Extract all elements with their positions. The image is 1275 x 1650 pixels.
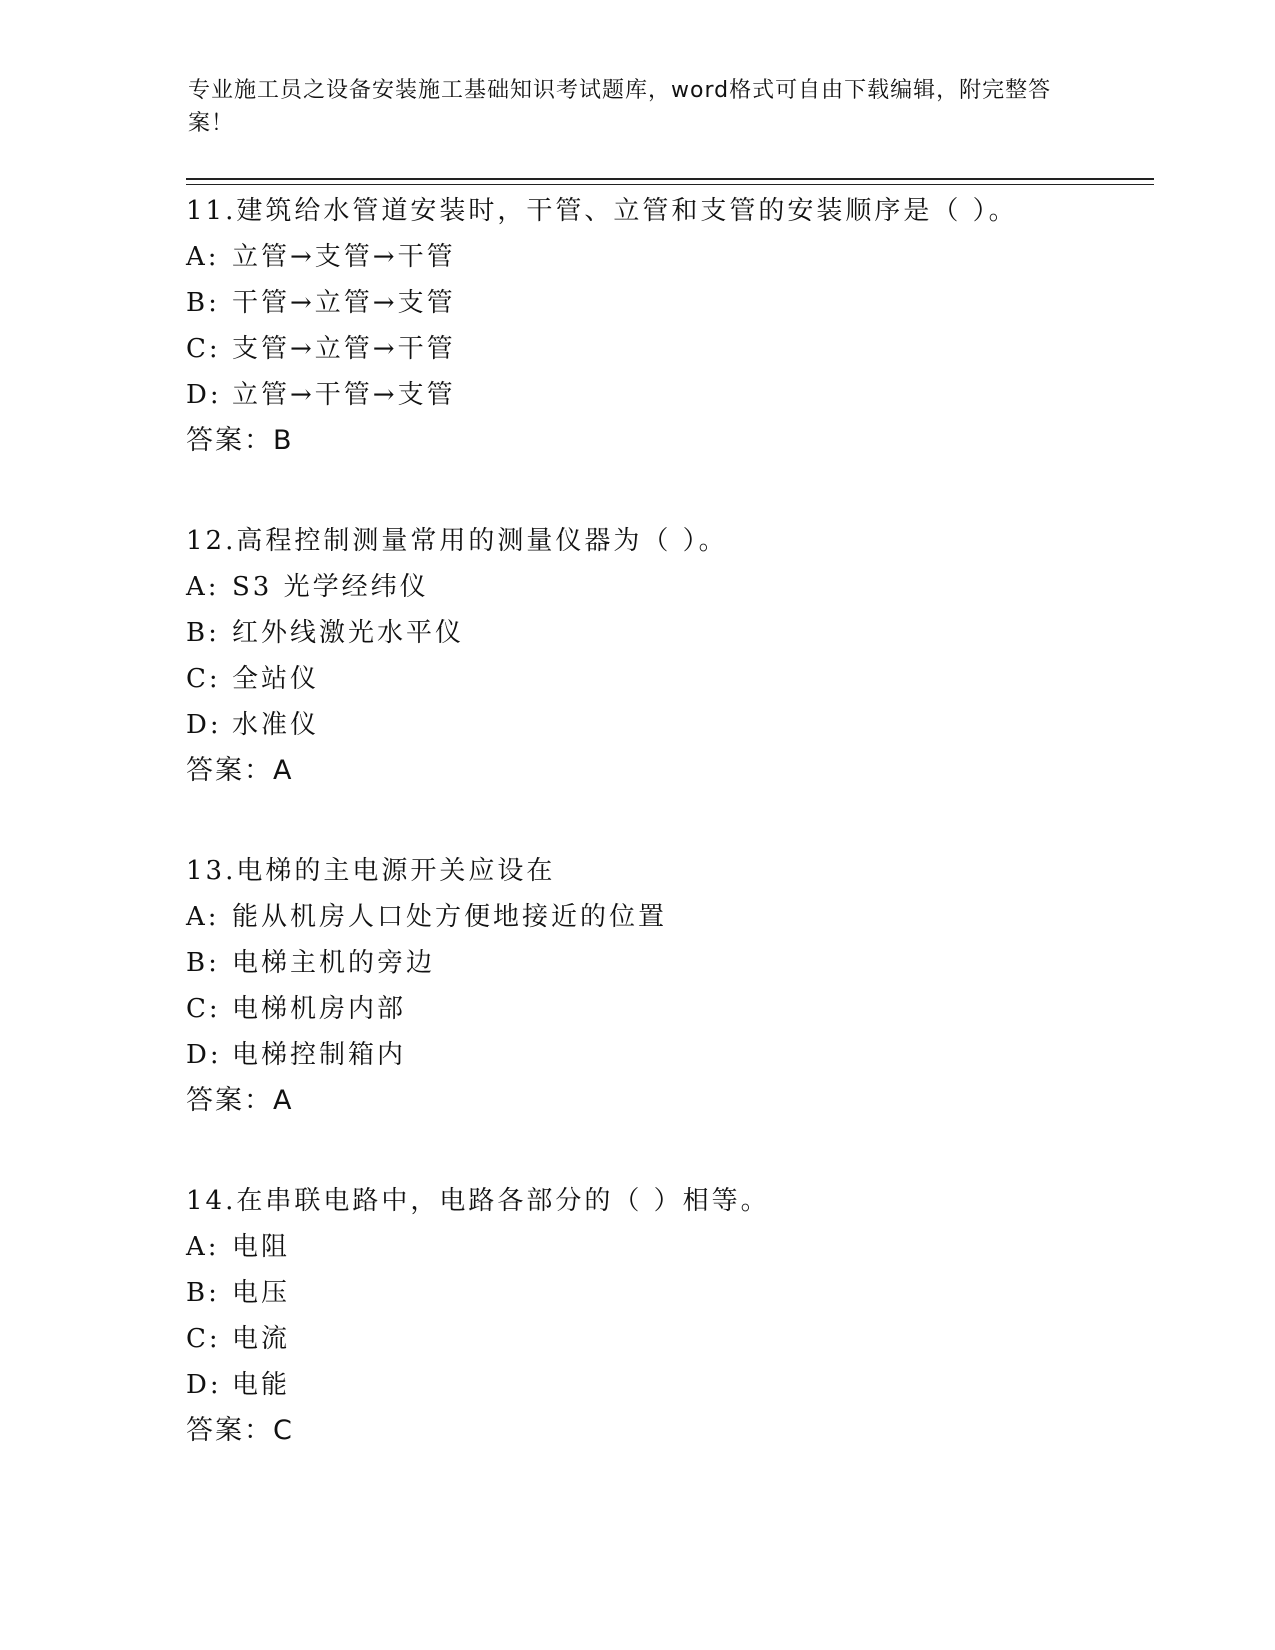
option-label: B:: [186, 948, 220, 978]
option-b: [186, 610, 1146, 656]
option-text: S3 光学经纬仪: [232, 572, 429, 602]
question-list: [186, 188, 1146, 1508]
answer-line: 答案：B: [186, 425, 294, 456]
question-11: [186, 188, 1146, 464]
option-d: [186, 1362, 1146, 1408]
option-label: C:: [186, 994, 221, 1024]
option-b: [186, 940, 1146, 986]
answer-line: 答案：A: [186, 755, 294, 786]
option-a: [186, 1224, 1146, 1270]
option-text: 立管→干管→支管: [232, 380, 456, 410]
header-divider-thin: [186, 184, 1154, 185]
question-12: [186, 518, 1146, 794]
option-b: [186, 1270, 1146, 1316]
question-14: [186, 1178, 1146, 1454]
option-label: C:: [186, 1324, 221, 1354]
option-text: 干管→立管→支管: [232, 288, 456, 318]
option-text: 电梯主机的旁边: [232, 948, 436, 978]
question-stem: 12.高程控制测量常用的测量仪器为（ ）。: [186, 526, 728, 556]
question-13: [186, 848, 1146, 1124]
option-d: [186, 702, 1146, 748]
option-text: 电能: [232, 1370, 291, 1400]
option-b: [186, 280, 1146, 326]
option-c: [186, 326, 1146, 372]
option-text: 全站仪: [232, 664, 320, 694]
question-stem: 11.建筑给水管道安装时，干管、立管和支管的安装顺序是（ ）。: [186, 196, 1018, 226]
option-label: C:: [186, 664, 221, 694]
option-d: [186, 372, 1146, 418]
option-label: D:: [186, 1370, 222, 1400]
option-text: 电压: [232, 1278, 291, 1308]
option-a: [186, 564, 1146, 610]
option-c: [186, 1316, 1146, 1362]
question-stem: 14.在串联电路中，电路各部分的（ ）相等。: [186, 1186, 770, 1216]
option-label: D:: [186, 710, 222, 740]
option-text: 电阻: [232, 1232, 291, 1262]
option-label: C:: [186, 334, 221, 364]
question-stem: 13.电梯的主电源开关应设在: [186, 856, 556, 886]
option-a: [186, 234, 1146, 280]
option-label: B:: [186, 288, 220, 318]
option-text: 支管→立管→干管: [232, 334, 456, 364]
option-text: 水准仪: [232, 710, 320, 740]
option-d: [186, 1032, 1146, 1078]
option-label: D:: [186, 1040, 222, 1070]
option-text: 红外线激光水平仪: [232, 618, 465, 648]
option-label: A:: [186, 242, 220, 272]
answer-line: 答案：A: [186, 1085, 294, 1116]
option-a: [186, 894, 1146, 940]
option-label: D:: [186, 380, 222, 410]
header-divider-thick: [186, 178, 1154, 180]
option-label: A:: [186, 1232, 220, 1262]
option-label: B:: [186, 618, 220, 648]
option-c: [186, 986, 1146, 1032]
option-label: B:: [186, 1278, 220, 1308]
option-label: A:: [186, 572, 220, 602]
document-header: 专业施工员之设备安装施工基础知识考试题库，word格式可自由下载编辑，附完整答案！: [188, 78, 1052, 136]
option-text: 电流: [232, 1324, 291, 1354]
option-text: 电梯机房内部: [232, 994, 407, 1024]
option-text: 电梯控制箱内: [232, 1040, 407, 1070]
option-text: 立管→支管→干管: [232, 242, 456, 272]
option-c: [186, 656, 1146, 702]
option-label: A:: [186, 902, 220, 932]
option-text: 能从机房人口处方便地接近的位置: [232, 902, 668, 932]
answer-line: 答案：C: [186, 1415, 294, 1446]
